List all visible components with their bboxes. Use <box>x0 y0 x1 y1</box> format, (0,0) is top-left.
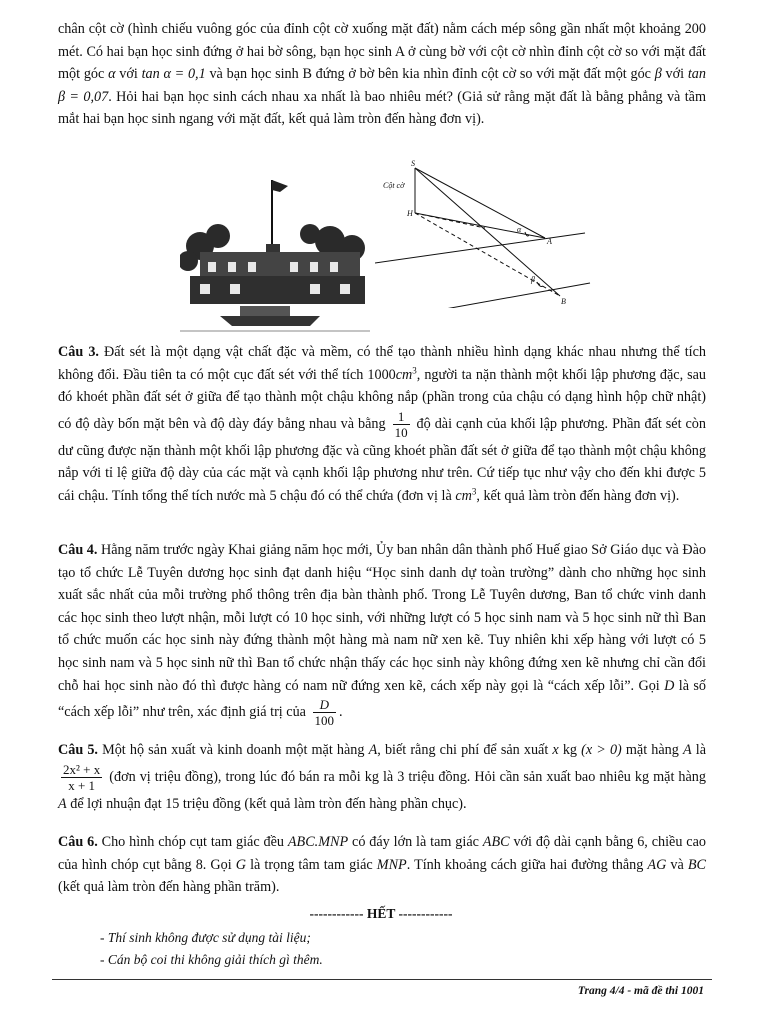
label-a: A <box>547 237 552 246</box>
geometry-diagram <box>375 158 600 308</box>
alpha-symbol: α <box>108 66 116 83</box>
label-b: B <box>561 297 566 306</box>
flag-tower-photo <box>180 166 370 336</box>
tan-alpha: tan α = 0,1 <box>141 66 206 83</box>
question-2-continuation: chân cột cờ (hình chiếu vuông góc của đỉnh cột cờ xuống mặt đất) nằm cách mép sông gần nhất một khoảng 200 mét. Có hai bạn học sinh đứng ở hai bờ sông, bạn học sinh A ở cùng bờ với cột cờ nhìn đỉnh cột cờ so với mặt đất một góc α với tan α = 0,1 và bạn học sinh B đứng ở bờ bên kia nhìn đỉnh cột cờ so với mặt đất một góc β với tan β = 0,07. Hỏi hai bạn học sinh cách nhau xa nhất là bao nhiêu mét? (Giả sử rằng mặt đất là bằng phẳng và tầm mắt hai bạn học sinh ngang với mặt đất, kết quả làm tròn đến hàng đơn vị). <box>58 21 706 128</box>
tan-beta: tan β = 0,07 <box>58 66 706 105</box>
question-3-label: Câu 3. <box>58 344 99 360</box>
label-h: H <box>407 209 413 218</box>
end-marker: ------------ HẾT ------------ <box>309 906 453 921</box>
note-no-explanation: - Cán bộ coi thi không giải thích gì thêm. <box>100 952 323 967</box>
fraction-d-over-100: $\frac{D}{100}$ <box>314 697 335 729</box>
label-pole: Cột cờ <box>383 181 405 190</box>
question-5: Câu 5. Một hộ sản xuất và kinh doanh một mặt hàng A, biết rằng chi phí để sản xuất x kg (x > 0) mặt hàng A là $\frac{\text{2x² + x}}{x + 1}$ (đơn vị triệu đồng), trong lúc đó bán ra mỗi kg là 3 triệu đồng. Hỏi cần sản xuất bao nhiêu kg mặt hàng A để lợi nhuận đạt 15 triệu đồng (kết quả làm tròn đến hàng phần chục). <box>58 742 706 812</box>
beta-symbol: β <box>654 66 662 83</box>
question-4-label: Câu 4. <box>58 542 98 558</box>
label-s: S <box>411 159 415 168</box>
question-4: Câu 4. Hằng năm trước ngày Khai giảng năm học mới, Ủy ban nhân dân thành phố Huế giao Sở Giáo dục và Đào tạo tổ chức Lễ Tuyên dương học sinh đạt danh hiệu “Học sinh danh dự toàn trường” dành cho những học sinh xuất sắc nhất của mỗi trường phổ thông trên địa bàn thành phố. Trong Lễ Tuyên dương, Ban tổ chức vinh danh các học sinh theo lượt nhận, mỗi lượt có 10 học sinh, với những lượt có 5 học sinh nam và 5 học sinh nữ thì Ban tổ chức muốn các học sinh này đứng thành một hàng mà nam nữ xen kẽ. Tuy nhiên khi xếp hàng với lượt có 5 học sinh nam và 5 học sinh nữ thì Ban tổ chức nhận thấy các học sinh này không đứng xen kẽ nhưng chỉ cần đổi chỗ hai học sinh nào đó thì được hàng có nam nữ đứng xen kẽ, cách xếp này gọi là “cách xếp lỗi”. Gọi D là số “cách xếp lỗi” như trên, xác định giá trị của $\frac{D}{100}$ . <box>58 542 706 729</box>
question-6: Câu 6. Cho hình chóp cụt tam giác đều ABC.MNP có đáy lớn là tam giác ABC với độ dài cạnh bằng 6, chiều cao của hình chóp cụt bằng 8. Gọi G là trọng tâm tam giác MNP. Tính khoảng cách giữa hai đường thẳng AG và BC (kết quả làm tròn đến hàng phần trăm). <box>58 834 706 896</box>
question-5-label: Câu 5. <box>58 742 98 758</box>
label-beta: β <box>531 275 535 284</box>
label-alpha: α <box>517 225 522 234</box>
question-3: Câu 3. Đất sét là một dạng vật chất đặc và mềm, có thể tạo thành nhiều hình dạng khác nhau nhưng thể tích không đổi. Đầu tiên ta có một cục đất sét với thể tích $1000cm^3$, người ta nặn thành một khối lập phương đặc, sau đó khoét phần đất sét ở giữa để tạo thành một chậu không nắp (phần trong của chậu có dạng hình hộp chữ nhật) có độ dày bốn mặt bên và độ dày đáy bằng nhau và bằng $\frac{1}{10}$ độ dài cạnh của khối lập phương. Phần đất sét còn dư cũng được nặn thành một khối lập phương đặc và cũng khoét phần đất sét ở giữa để tạo thành một chậu không nắp với tỉ lệ giữa độ dày của các mặt và cạnh khối lập phương như trên. Cứ tiếp tục như vậy cho đến khi được 5 cái chậu. Tính tổng thể tích nước mà 5 chậu đó có thể chứa (đơn vị là $cm^3$, kết quả làm tròn đến hàng đơn vị). <box>58 344 707 504</box>
note-no-materials: - Thí sinh không được sử dụng tài liệu; <box>100 930 311 945</box>
fraction-cost: $\frac{\text{2x² + x}}{x + 1}$ <box>63 761 101 793</box>
page-footer: Trang 4/4 - mã đề thi 1001 <box>577 985 704 997</box>
question-6-label: Câu 6. <box>58 834 98 850</box>
fraction-one-tenth: $\frac{1}{10}$ <box>394 408 408 440</box>
footer-divider <box>52 979 712 980</box>
